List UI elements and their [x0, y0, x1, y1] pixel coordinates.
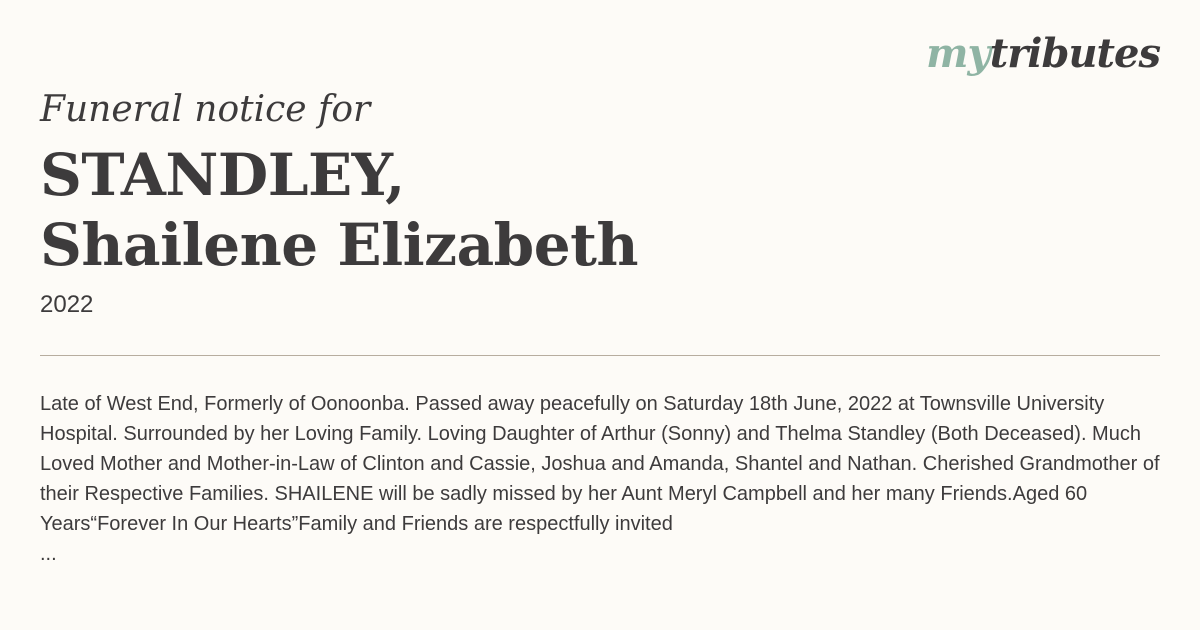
deceased-name	[40, 140, 638, 280]
logo-my: my	[926, 30, 990, 77]
notice-ellipsis: ...	[40, 543, 57, 565]
logo-tributes: tributes	[989, 30, 1160, 77]
notice-subtitle: Funeral notice for	[40, 89, 371, 130]
deceased-surname: STANDLEY,	[40, 141, 405, 209]
mytributes-logo[interactable]	[926, 30, 1160, 77]
notice-text: Late of West End, Formerly of Oonoonba. Passed away peacefully on Saturday 18th June, 2022 at Townsville University Hospital. Surrounded by her Loving Family. Loving Daughter of Arthur (Sonny) and Thelma Standley (Both Deceased). Much Loved Mother and Mother-in-Law of Clinton and Cassie, Joshua and Amanda, Shantel and Nathan. Cherished Grandmother of their Respective Families. SHAILENE will be sadly missed by her Aunt Meryl Campbell and her many Friends.Aged 60 Years“Forever In Our Hearts”Family and Friends are respectfully invited	[40, 393, 1160, 535]
divider	[40, 355, 1160, 356]
notice-year: 2022	[40, 291, 94, 318]
deceased-given-names: Shailene Elizabeth	[40, 211, 639, 279]
notice-body	[40, 389, 1165, 569]
